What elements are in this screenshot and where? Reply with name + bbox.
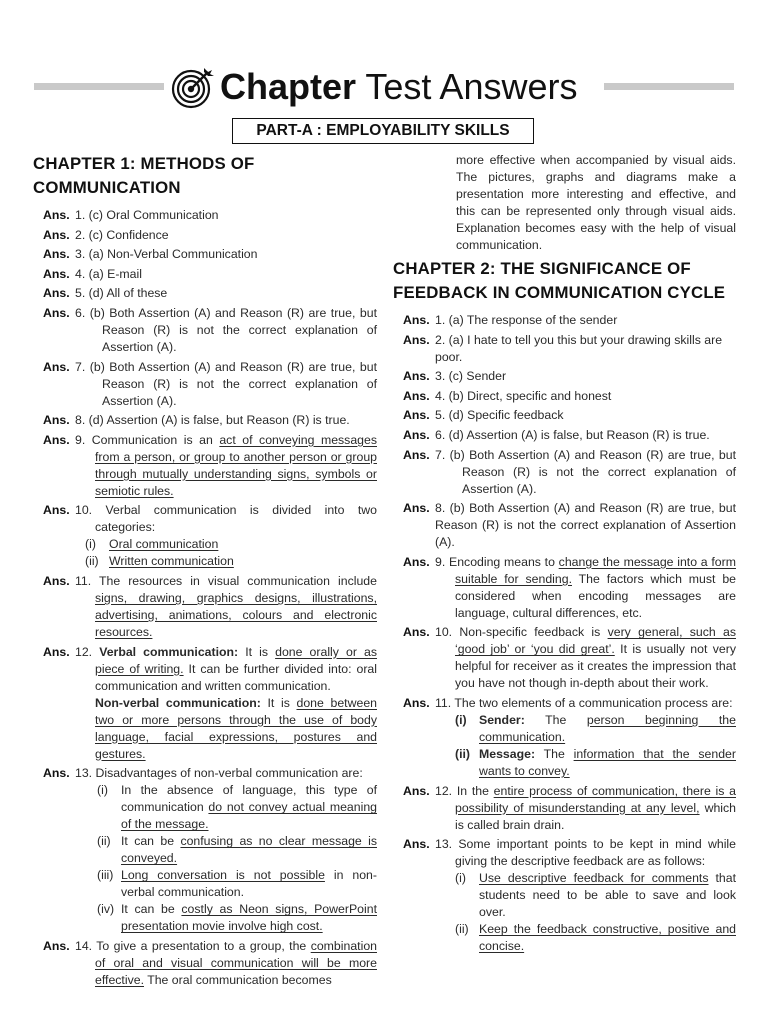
- ans-label: Ans.: [403, 625, 430, 640]
- target-icon: [170, 64, 216, 110]
- page-title: Chapter Test Answers: [220, 66, 578, 107]
- ans-label: Ans.: [43, 266, 70, 281]
- ans-label: Ans.: [403, 783, 430, 798]
- ans-label: Ans.: [43, 644, 70, 659]
- ans-label: Ans.: [43, 413, 70, 428]
- right-column: [393, 152, 736, 958]
- ans-label: Ans.: [403, 837, 430, 852]
- answer-6: Ans. 6. (d) Assertion (A) is false, but Reason (R) is true.: [403, 427, 710, 442]
- chapter-2-heading: CHAPTER 2: THE SIGNIFICANCE OF FEEDBACK IN COMMUNICATION CYCLE: [393, 259, 726, 302]
- answer-14: Ans. 14. To give a presentation to a group, the combination of oral and visual communication will be more effective. The oral communication becomes: [43, 938, 377, 987]
- header-rule-left: [34, 83, 164, 90]
- answer-13: Ans. 13. Some important points to be kept in mind while giving the descriptive feedback are as follows: (i) Use descriptive feedback for comments that students need to be able to save and look over. (ii) Keep the feedback constructive, positive and concise.: [403, 837, 736, 954]
- answer-1: Ans. 1. (c) Oral Communication: [43, 208, 219, 222]
- answer-9: Ans. 9. Communication is an act of conveying messages from a person, or group to another person or group through mutually understanding signs, symbols or semiotic rules.: [43, 432, 377, 498]
- ans-label: Ans.: [43, 573, 70, 588]
- ans-label: Ans.: [403, 332, 430, 347]
- ans-label: Ans.: [43, 503, 70, 518]
- answer-7: Ans. 7. (b) Both Assertion (A) and Reason (R) are true, but Reason (R) is not the correct explanation of Assertion (A).: [403, 447, 736, 496]
- ans-label: Ans.: [43, 938, 70, 953]
- answer-13: Ans. 13. Disadvantages of non-verbal communication are: (i) In the absence of language, this type of communication do not convey actual meaning of the message. (ii) It can be confusing as no clear message is conveyed. (iii) Long conversation is not possible in non-verbal communication. (iv) It can be costly as Neon signs, PowerPoint presentation movie involve high cost.: [43, 766, 377, 934]
- ans-label: Ans.: [403, 501, 430, 516]
- answer-3: Ans. 3. (c) Sender: [403, 369, 507, 384]
- ans-label: Ans.: [43, 208, 70, 222]
- answer-8: Ans. 8. (d) Assertion (A) is false, but Reason (R) is true.: [43, 413, 350, 428]
- answer-4: Ans. 4. (b) Direct, specific and honest: [403, 388, 612, 403]
- header-rule-right: [604, 83, 734, 90]
- answer-14-continued: more effective when accompanied by visual aids. The pictures, graphs and diagrams make a presentation more interesting and effective, and this can be represented only through visual aids. Explanation becomes easy with the help of visual communication.: [456, 153, 736, 252]
- ans-label: Ans.: [43, 305, 70, 320]
- ans-label: Ans.: [403, 369, 430, 384]
- answer-11: Ans. 11. The two elements of a communication process are: (i) Sender: The person beginning the communication. (ii) Message: The information that the sender wants to convey.: [403, 695, 736, 778]
- left-column: [33, 152, 377, 991]
- ans-label: Ans.: [43, 247, 70, 262]
- answer-12: Ans. 12. In the entire process of communication, there is a possibility of misunderstanding at any level, which is called brain drain.: [403, 783, 737, 832]
- chapter-1-heading: CHAPTER 1: METHODS OF COMMUNICATION: [33, 154, 255, 197]
- answer-6: Ans. 6. (b) Both Assertion (A) and Reason (R) are true, but Reason (R) is not the correct explanation of Assertion (A).: [43, 305, 377, 354]
- ans-label: Ans.: [403, 554, 430, 569]
- answer-10: Ans. 10. Non-specific feedback is very general, such as ‘good job’ or ‘you did great’. It is usually not very helpful for receiver as it creates the impression that you have not though in-depth about their work.: [403, 625, 736, 691]
- ans-label: Ans.: [43, 432, 70, 447]
- answer-7: Ans. 7. (b) Both Assertion (A) and Reason (R) are true, but Reason (R) is not the correct explanation of Assertion (A).: [43, 359, 377, 408]
- answer-5: Ans. 5. (d) All of these: [43, 286, 168, 301]
- answer-8: Ans. 8. (b) Both Assertion (A) and Reason (R) are true, but Reason (R) is not the correct explanation of Assertion (A).: [403, 501, 736, 550]
- part-heading: PART-A : EMPLOYABILITY SKILLS: [232, 118, 534, 144]
- ans-label: Ans.: [43, 359, 70, 374]
- page-header: [0, 62, 768, 112]
- ans-label: Ans.: [403, 427, 430, 442]
- ans-label: Ans.: [403, 695, 430, 710]
- answer-12: Ans. 12. Verbal communication: It is done orally or as piece of writing. It can be further divided into: oral communication and written communication. Non-verbal communication: It is done between two or more persons through the use of body language, facial expressions, postures and gestures.: [43, 644, 378, 761]
- answer-2: Ans. 2. (c) Confidence: [43, 227, 169, 242]
- answer-11: Ans. 11. The resources in visual communication include signs, drawing, graphics designs, illustrations, advertising, animations, colours and electronic resources.: [43, 573, 377, 639]
- answer-5: Ans. 5. (d) Specific feedback: [403, 408, 564, 423]
- answer-9: Ans. 9. Encoding means to change the message into a form suitable for sending. The factors which must be considered when encoding messages are language, cultural differences, etc.: [403, 554, 736, 620]
- ans-label: Ans.: [43, 227, 70, 242]
- ans-label: Ans.: [403, 447, 430, 462]
- ans-label: Ans.: [403, 388, 430, 403]
- ans-label: Ans.: [403, 313, 430, 327]
- ans-label: Ans.: [403, 408, 430, 423]
- answer-3: Ans. 3. (a) Non-Verbal Communication: [43, 247, 258, 262]
- answer-2: Ans. 2. (a) I hate to tell you this but your drawing skills are poor.: [403, 332, 723, 364]
- answer-1: Ans. 1. (a) The response of the sender: [403, 313, 618, 327]
- answer-4: Ans. 4. (a) E-mail: [43, 266, 142, 281]
- ans-label: Ans.: [43, 286, 70, 301]
- ans-label: Ans.: [43, 766, 70, 781]
- answer-10: Ans. 10. Verbal communication is divided into two categories: (i) Oral communication (ii) Written communication: [43, 503, 377, 569]
